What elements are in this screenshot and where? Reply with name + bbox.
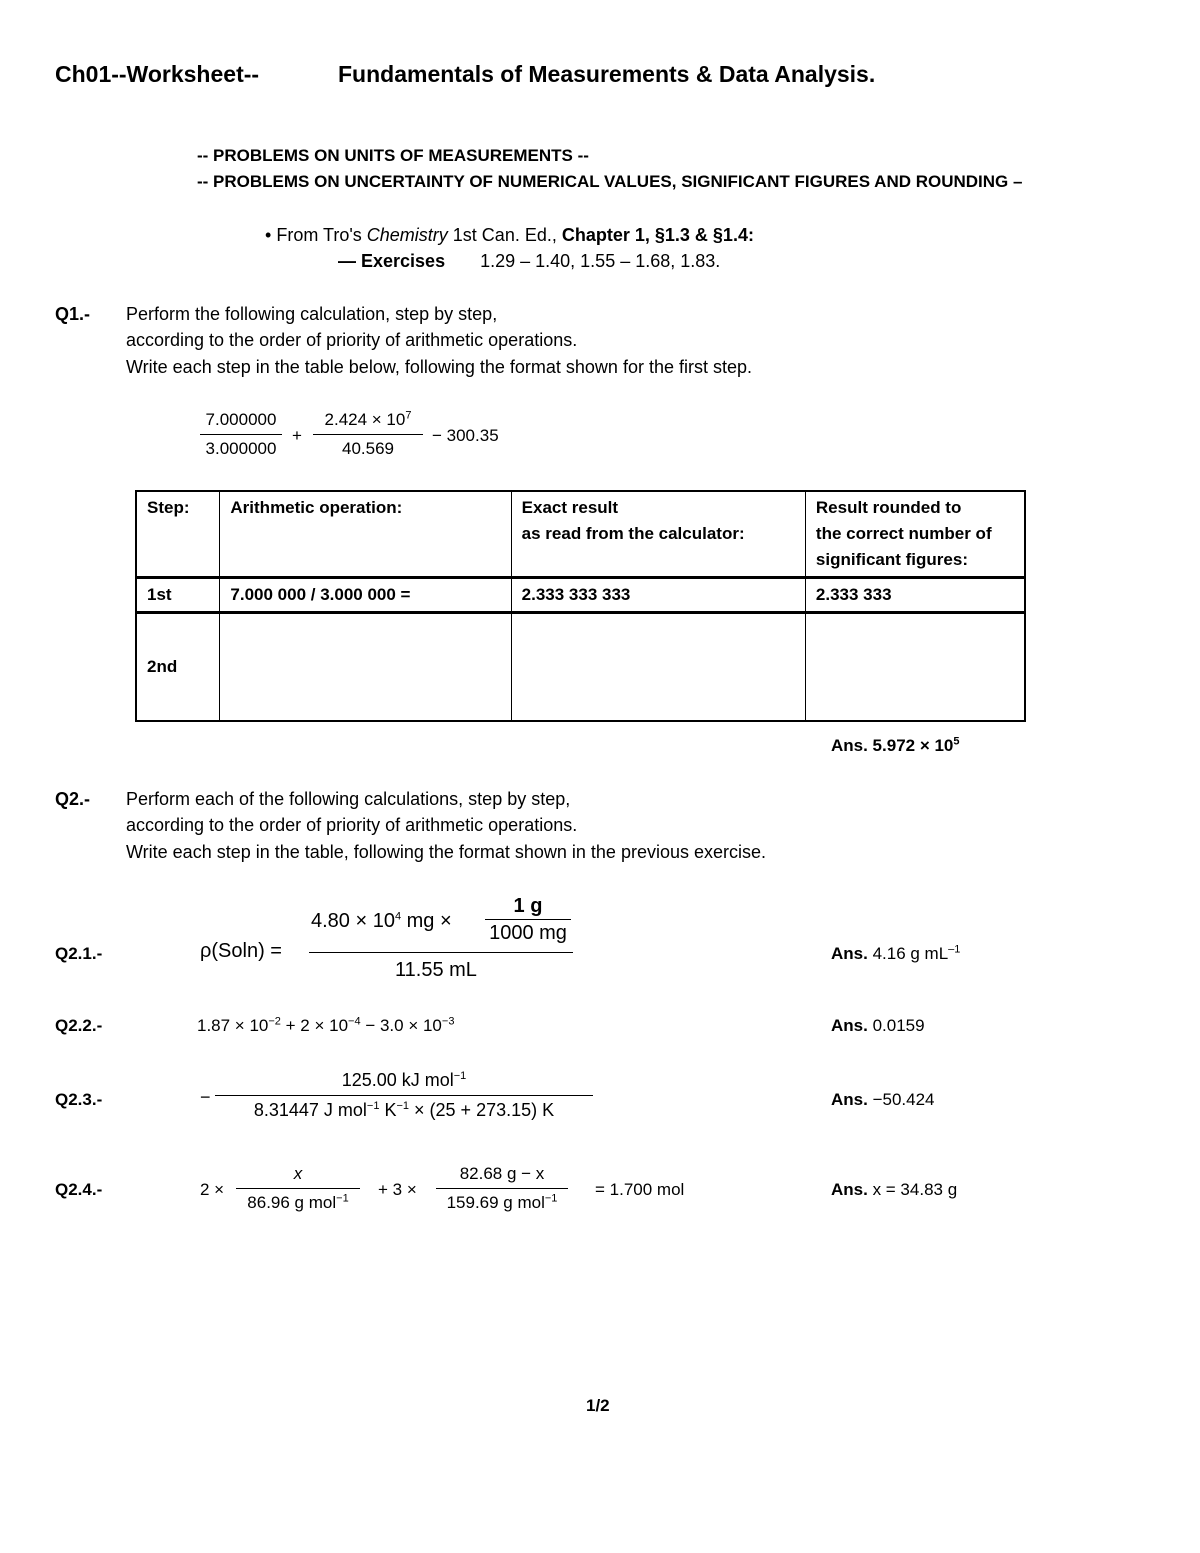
q21-lhs: ρ(Soln) = — [200, 940, 282, 962]
table-cell: 2.333 333 — [805, 578, 1025, 613]
exercises-line — [338, 251, 720, 272]
q23-label: Q2.3.- — [55, 1090, 103, 1109]
table-header-row — [136, 491, 1025, 578]
fraction-bar — [485, 919, 571, 920]
steps-table — [135, 490, 1026, 722]
fraction-bar — [309, 952, 573, 953]
q1-label: Q1.- — [55, 304, 91, 324]
topic-units: -- PROBLEMS ON UNITS OF MEASUREMENTS -- — [197, 146, 589, 165]
q1-answer: Ans. $5.972 \times 10^5$ — [831, 735, 960, 755]
q1-frac1-den: 3.000000 — [205, 439, 277, 458]
table-header-rounded: Result rounded to the correct number of significant figures: — [805, 491, 1025, 578]
q21-top-left: $4.80 \times 10^4$ mg × — [311, 910, 452, 932]
fraction-bar — [215, 1095, 593, 1096]
q21-inner-fraction: 1 g 1000 mg — [485, 895, 571, 945]
table-cell: 2nd — [136, 613, 220, 722]
q22-answer: Ans. 0.0159 — [831, 1016, 925, 1035]
reference-book: Chemistry — [366, 225, 448, 245]
q23-minus: − — [200, 1087, 211, 1107]
page-number: 1/2 — [586, 1396, 610, 1415]
q1-fraction-1 — [200, 410, 282, 459]
q1-fraction-2 — [313, 410, 423, 459]
q2-instruction-1: Perform each of the following calculations, step by step, — [126, 789, 571, 809]
q1-instruction-1: Perform the following calculation, step by step, — [126, 304, 498, 324]
bullet-icon: • — [265, 225, 272, 245]
q24-plus-three: + 3 × — [378, 1180, 417, 1199]
q21-fraction — [309, 895, 573, 985]
q22-label: Q2.2.- — [55, 1016, 103, 1035]
q1-frac2-den: 40.569 — [342, 439, 394, 458]
reference-line — [265, 225, 754, 246]
q21-answer: Ans. 4.16 g $mL^{-1}$ — [831, 943, 961, 963]
q2-label: Q2.- — [55, 789, 91, 809]
q22-expression: $1.87 \times 10^{-2} + 2 \times 10^{-4} - 3.0 \times 10^{-3}$ — [197, 1015, 455, 1035]
q2-instruction-3: Write each step in the table, following the format shown in the previous exercise. — [126, 842, 767, 862]
q2-instruction-2: according to the order of priority of arithmetic operations. — [126, 815, 578, 835]
q21-denominator: 11.55 mL — [395, 959, 477, 981]
table-cell-input[interactable] — [220, 613, 511, 722]
table-cell-input[interactable] — [805, 613, 1025, 722]
table-header-operation: Arithmetic operation: — [220, 491, 511, 578]
table-cell: 1st — [136, 578, 220, 613]
q21-label: Q2.1.- — [55, 944, 103, 963]
q1-instruction-2: according to the order of priority of arithmetic operations. — [126, 330, 578, 350]
table-cell-input[interactable] — [511, 613, 805, 722]
q24-two-times: 2 × — [200, 1180, 225, 1199]
exercises-label: — Exercises — [338, 251, 446, 271]
q24-equals: = 1.700 mol — [595, 1180, 685, 1199]
page-title: Fundamentals of Measurements & Data Analysis. — [338, 61, 876, 87]
fraction-bar — [436, 1188, 568, 1189]
q24-fraction-2: 82.68 g − x 159.69 g mol$^{-1}$ — [436, 1164, 568, 1213]
q23-fraction — [215, 1070, 593, 1121]
q23-answer: Ans. −50.424 — [831, 1090, 935, 1109]
table-row — [136, 578, 1025, 613]
q1-minus-term: − 300.35 — [432, 426, 499, 445]
q1-plus: + — [292, 426, 302, 445]
reference-chapter: Chapter 1, §1.3 & §1.4: — [561, 225, 754, 245]
table-header-exact: Exact result as read from the calculator: — [511, 491, 805, 578]
q24-answer: Ans. x = 34.83 g — [831, 1180, 958, 1199]
q1-frac1-num: 7.000000 — [205, 410, 277, 429]
table-header-step: Step: — [136, 491, 220, 578]
q23-denominator: 8.31447 J mol$^{-1}$ $K^{-1} \times (25 + 273.15)$ K — [253, 1100, 555, 1120]
q1-instruction-3: Write each step in the table below, following the format shown for the first step. — [126, 357, 752, 377]
fraction-bar — [200, 434, 282, 435]
fraction-bar — [236, 1188, 360, 1189]
q24-label: Q2.4.- — [55, 1180, 103, 1199]
table-row — [136, 613, 1025, 722]
table-cell: 2.333 333 333 — [511, 578, 805, 613]
q23-numerator: 125.00 kJ mol$^{-1}$ — [341, 1070, 467, 1090]
exercises-list: 1.29 – 1.40, 1.55 – 1.68, 1.83. — [480, 251, 721, 271]
reference-from: From Tro's — [276, 225, 367, 245]
topic-uncertainty: -- PROBLEMS ON UNCERTAINTY OF NUMERICAL VALUES, SIGNIFICANT FIGURES AND ROUNDING – — [197, 172, 1023, 191]
reference-edition: 1st Can. Ed., — [447, 225, 562, 245]
q24-fraction-1: x 86.96 g mol$^{-1}$ — [236, 1164, 360, 1213]
fraction-bar — [313, 434, 423, 435]
q1-frac2-num: $2.424 \times 10^7$ — [324, 409, 412, 429]
worksheet-label: Ch01--Worksheet-- — [55, 61, 260, 87]
table-cell: 7.000 000 / 3.000 000 = — [220, 578, 511, 613]
